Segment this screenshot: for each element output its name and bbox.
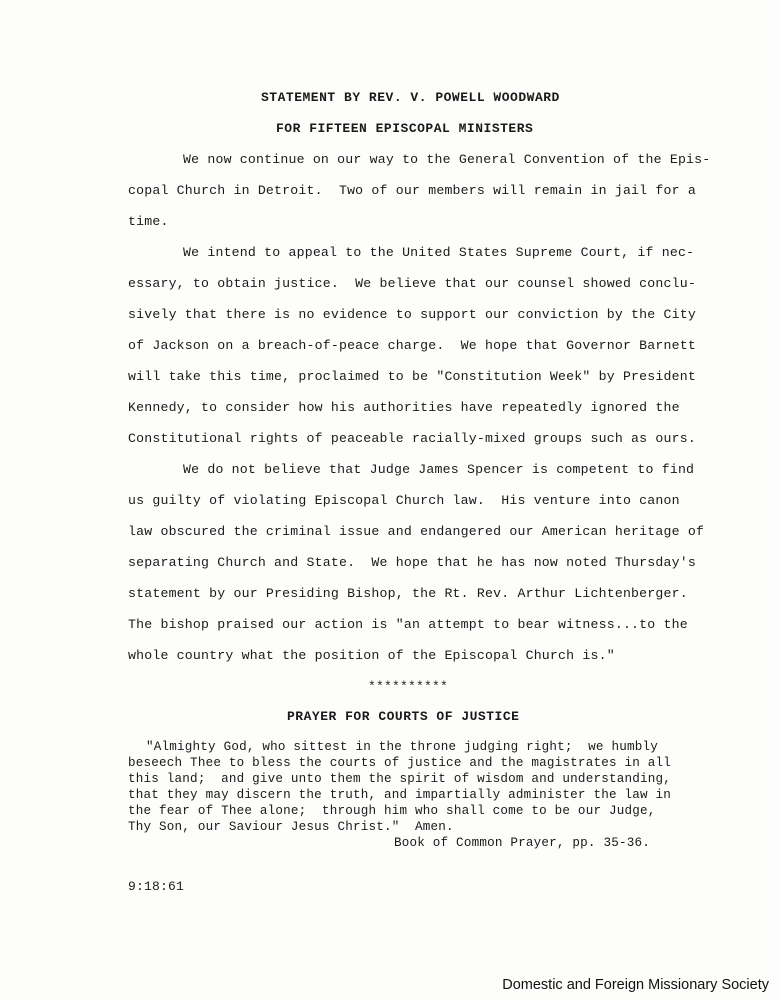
document-date: 9:18:61 (128, 879, 185, 894)
paragraph-2-line: We intend to appeal to the United States Supreme Court, if nec- (183, 245, 695, 260)
paragraph-2-line: Constitutional rights of peaceable racially-mixed groups such as ours. (128, 431, 696, 446)
paragraph-1-line: copal Church in Detroit. Two of our members will remain in jail for a (128, 183, 696, 198)
prayer-line: Thy Son, our Saviour Jesus Christ." Amen. (128, 820, 454, 834)
paragraph-3-line: The bishop praised our action is "an attempt to bear witness...to the (128, 617, 688, 632)
paragraph-3-line: whole country what the position of the Episcopal Church is." (128, 648, 615, 663)
paragraph-3-line: us guilty of violating Episcopal Church law. His venture into canon (128, 493, 680, 508)
document-title: STATEMENT BY REV. V. POWELL WOODWARD (261, 90, 560, 105)
paragraph-2-line: sively that there is no evidence to support our conviction by the City (128, 307, 696, 322)
paragraph-2-line: will take this time, proclaimed to be "Constitution Week" by President (128, 369, 696, 384)
paragraph-2-line: Kennedy, to consider how his authorities have repeatedly ignored the (128, 400, 680, 415)
paragraph-3-line: statement by our Presiding Bishop, the Rt. Rev. Arthur Lichtenberger. (128, 586, 688, 601)
prayer-title: PRAYER FOR COURTS OF JUSTICE (287, 709, 520, 724)
paragraph-3-line: separating Church and State. We hope that he has now noted Thursday's (128, 555, 696, 570)
prayer-line: that they may discern the truth, and impartially administer the law in (128, 788, 672, 802)
paragraph-2-line: of Jackson on a breach-of-peace charge. We hope that Governor Barnett (128, 338, 696, 353)
separator-asterisks: ********** (368, 679, 449, 694)
paragraph-2-line: essary, to obtain justice. We believe that our counsel showed conclu- (128, 276, 696, 291)
prayer-line: this land; and give unto them the spirit of wisdom and understanding, (128, 772, 672, 786)
paragraph-3-line: We do not believe that Judge James Spencer is competent to find (183, 462, 695, 477)
archive-credit: Domestic and Foreign Missionary Society (502, 977, 769, 993)
prayer-line: beseech Thee to bless the courts of justice and the magistrates in all (128, 756, 672, 770)
paragraph-1-line: time. (128, 214, 169, 229)
paragraph-1-line: We now continue on our way to the General Convention of the Epis- (183, 152, 711, 167)
prayer-line: "Almighty God, who sittest in the throne judging right; we humbly (146, 740, 658, 754)
paragraph-3-line: law obscured the criminal issue and endangered our American heritage of (128, 524, 705, 539)
document-subtitle: FOR FIFTEEN EPISCOPAL MINISTERS (276, 121, 534, 136)
prayer-line: the fear of Thee alone; through him who shall come to be our Judge, (128, 804, 656, 818)
prayer-source: Book of Common Prayer, pp. 35-36. (394, 836, 650, 850)
